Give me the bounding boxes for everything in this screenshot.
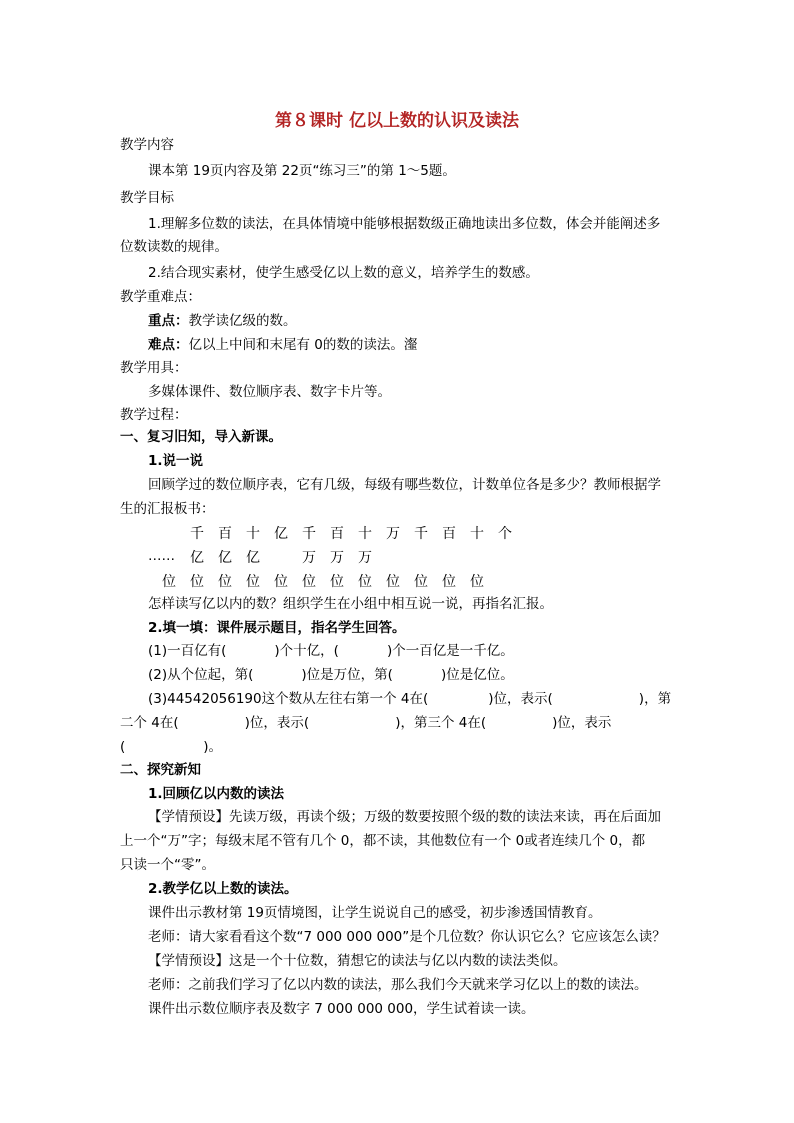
keypoints-heading: 教学重难点： xyxy=(120,289,201,305)
part-1-after-table: 怎样读写亿以内的数？组织学生在小组中相互说一说，再指名汇报。 xyxy=(148,596,553,612)
question-3-line-3 xyxy=(120,738,222,756)
q1-part-c: )个一百亿是一千亿。 xyxy=(386,643,514,659)
q1-part-b: )个十亿，( xyxy=(274,643,339,659)
table-cell: 位 xyxy=(190,574,204,590)
difficult-text: 亿以上中间和末尾有 0的数的读法。瀣 xyxy=(188,337,418,353)
key-point xyxy=(148,312,297,330)
content-body: 课本第 19页内容及第 22页“练习三”的第 1～5题。 xyxy=(148,163,456,179)
table-cell: 百 xyxy=(330,526,344,542)
part-1-sub-1: 1.说一说 xyxy=(148,453,204,469)
question-2 xyxy=(148,666,514,684)
table-cell: 千 xyxy=(414,526,428,542)
table-cell: 十 xyxy=(358,526,372,542)
q2-part-a: (2)从个位起，第( xyxy=(148,667,254,683)
part-1-sub-2: 2.填一填：课件展示题目，指名学生回答。 xyxy=(148,620,406,636)
lesson-title: 第８课时 亿以上数的认识及读法 xyxy=(275,111,519,131)
part-2-text-3: 【学情预设】这是一个十位数，猜想它的读法与亿以内数的读法类似。 xyxy=(148,953,567,969)
table-cell: 位 xyxy=(470,574,484,590)
q1-part-a: (1)一百亿有( xyxy=(148,643,227,659)
table-cell: 万 xyxy=(302,550,316,566)
table-cell: 位 xyxy=(246,574,260,590)
part-2-sub-1: 1.回顾亿以内数的读法 xyxy=(148,786,285,802)
q3-part-c: )，第 xyxy=(638,691,672,707)
part-2-text-1: 课件出示教材第 19页情境图，让学生说说自己的感受，初步渗透国情教育。 xyxy=(148,905,602,921)
table-cell: 位 xyxy=(386,574,400,590)
tools-heading: 教学用具： xyxy=(120,360,188,376)
q3-part-i: )。 xyxy=(203,739,223,755)
part-1-heading: 一、复习旧知，导入新课。 xyxy=(120,429,282,445)
goal-1-line-1: 1.理解多位数的读法，在具体情境中能够根据数级正确地读出多位数，体会并能阐述多 xyxy=(148,216,661,232)
q3-part-d: 二个 4在( xyxy=(120,715,179,731)
table-ellipsis: …… xyxy=(148,548,175,564)
q3-part-e: )位，表示( xyxy=(244,715,310,731)
table-cell: 万 xyxy=(330,550,344,566)
table-cell: 亿 xyxy=(218,550,232,566)
table-cell: 千 xyxy=(190,526,204,542)
table-cell: 百 xyxy=(218,526,232,542)
table-cell: 亿 xyxy=(246,550,260,566)
part-2-preset-line-2: 上一个“万”字；每级末尾不管有几个 0，都不读，其他数位有一个 0或者连续几个 0，都 xyxy=(120,833,646,849)
table-cell: 十 xyxy=(470,526,484,542)
difficult-point xyxy=(148,336,417,354)
process-heading: 教学过程： xyxy=(120,407,188,423)
question-3-line-1 xyxy=(148,690,671,708)
q2-part-b: )位是万位，第( xyxy=(301,667,393,683)
question-3-line-2 xyxy=(120,714,611,732)
table-cell: 位 xyxy=(274,574,288,590)
q3-part-b: )位，表示( xyxy=(488,691,553,707)
table-cell: 位 xyxy=(302,574,316,590)
part-1-text-line-2: 生的汇报板书： xyxy=(120,501,215,517)
tools-body: 多媒体课件、数位顺序表、数字卡片等。 xyxy=(148,384,391,400)
part-2-text-5: 课件出示数位顺序表及数字 7 000 000 000，学生试着读一读。 xyxy=(148,1001,535,1017)
part-2-text-4: 老师：之前我们学习了亿以内数的读法，那么我们今天就来学习亿以上的数的读法。 xyxy=(148,977,648,993)
table-cell: 位 xyxy=(218,574,232,590)
table-cell: 位 xyxy=(358,574,372,590)
difficult-label: 难点： xyxy=(148,337,189,353)
table-cell: 位 xyxy=(330,574,344,590)
goal-2: 2.结合现实素材，使学生感受亿以上数的意义，培养学生的数感。 xyxy=(148,265,539,281)
key-label: 重点： xyxy=(148,313,189,329)
goals-heading: 教学目标 xyxy=(120,190,174,206)
q2-part-c: )位是亿位。 xyxy=(440,667,514,683)
table-cell: 万 xyxy=(386,526,400,542)
part-1-text-line-1: 回顾学过的数位顺序表，它有几级，每级有哪些数位，计数单位各是多少？教师根据学 xyxy=(148,477,661,493)
table-cell: 千 xyxy=(302,526,316,542)
part-2-preset-line-1: 【学情预设】先读万级，再读个级；万级的数要按照个级的数的读法来读，再在后面加 xyxy=(148,809,661,825)
table-cell: 百 xyxy=(442,526,456,542)
q3-part-h: ( xyxy=(120,739,126,755)
table-cell: 位 xyxy=(414,574,428,590)
table-cell: 亿 xyxy=(274,526,288,542)
q3-part-a: (3)44542056190这个数从左往右第一个 4在( xyxy=(148,691,429,707)
part-2-heading: 二、探究新知 xyxy=(120,762,201,778)
question-1 xyxy=(148,642,514,660)
part-2-sub-2: 2.教学亿以上数的读法。 xyxy=(148,881,298,897)
part-2-text-2: 老师：请大家看看这个数“7 000 000 000”是个几位数？你认识它么？它应该怎么读？ xyxy=(148,929,666,945)
table-cell: 个 xyxy=(498,526,512,542)
table-cell: 十 xyxy=(246,526,260,542)
q3-part-f: )，第三个 4在( xyxy=(395,715,487,731)
key-text: 教学读亿级的数。 xyxy=(188,313,297,329)
table-cell: 位 xyxy=(442,574,456,590)
part-2-preset-line-3: 只读一个“零”。 xyxy=(120,857,215,873)
table-cell: 万 xyxy=(358,550,372,566)
content-heading: 教学内容 xyxy=(120,137,174,153)
table-cell: 位 xyxy=(162,574,176,590)
goal-1-line-2: 位数读数的规律。 xyxy=(120,239,228,255)
q3-part-g: )位，表示 xyxy=(552,715,612,731)
table-cell: 亿 xyxy=(190,550,204,566)
